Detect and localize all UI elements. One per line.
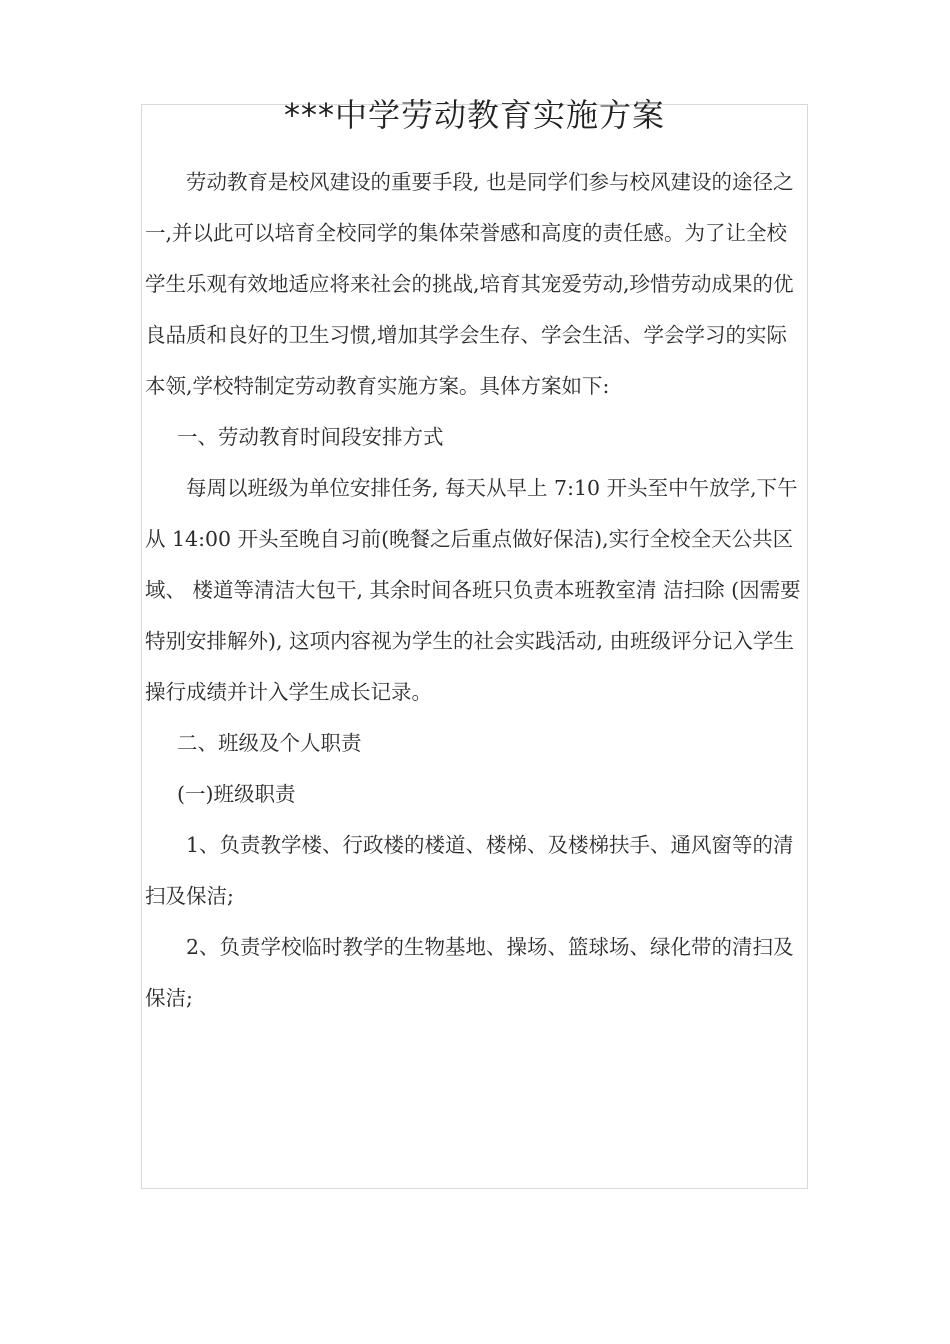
duty-item-1: 1、负责教学楼、行政楼的楼道、楼梯、及楼梯扶手、通风窗等的清扫及保洁; [145,833,794,908]
section-heading-2: 二、班级及个人职责 [177,731,362,755]
document-title: ***中学劳动教育实施方案 [283,96,665,134]
subsection-heading-1: (一)班级职责 [177,782,296,806]
section-heading-1: 一、劳动教育时间段安排方式 [177,425,444,449]
duty-item-2: 2、负责学校临时教学的生物基地、操场、篮球场、绿化带的清扫及保洁; [145,935,794,1010]
document-body [145,157,805,1024]
intro-paragraph: 劳动教育是校风建设的重要手段, 也是同学们参与校风建设的途径之一,并以此可以培育全校同学的集体荣誉感和高度的责任感。为了让全校学生乐观有效地适应将来社会的挑战,培育其宠爱劳动,珍惜劳动成果的优良品质和良好的卫生习惯,增加其学会生存、学会生活、学会学习的实际本领,学校特制定劳动教育实施方案。具体方案如下: [145,170,794,398]
schedule-paragraph: 每周以班级为单位安排任务, 每天从早上 7:10 开头至中午放学,下午从 14:00 开头至晚自习前(晚餐之后重点做好保洁),实行全校全天公共区域、 楼道等清洁大包干, 其余时间各班只负责本班教室清 洁扫除 (因需要特别安排解外), 这项内容视为学生的社会实践活动, 由班级评分记入学生操行成绩并计入学生成长记录。 [145,476,801,704]
